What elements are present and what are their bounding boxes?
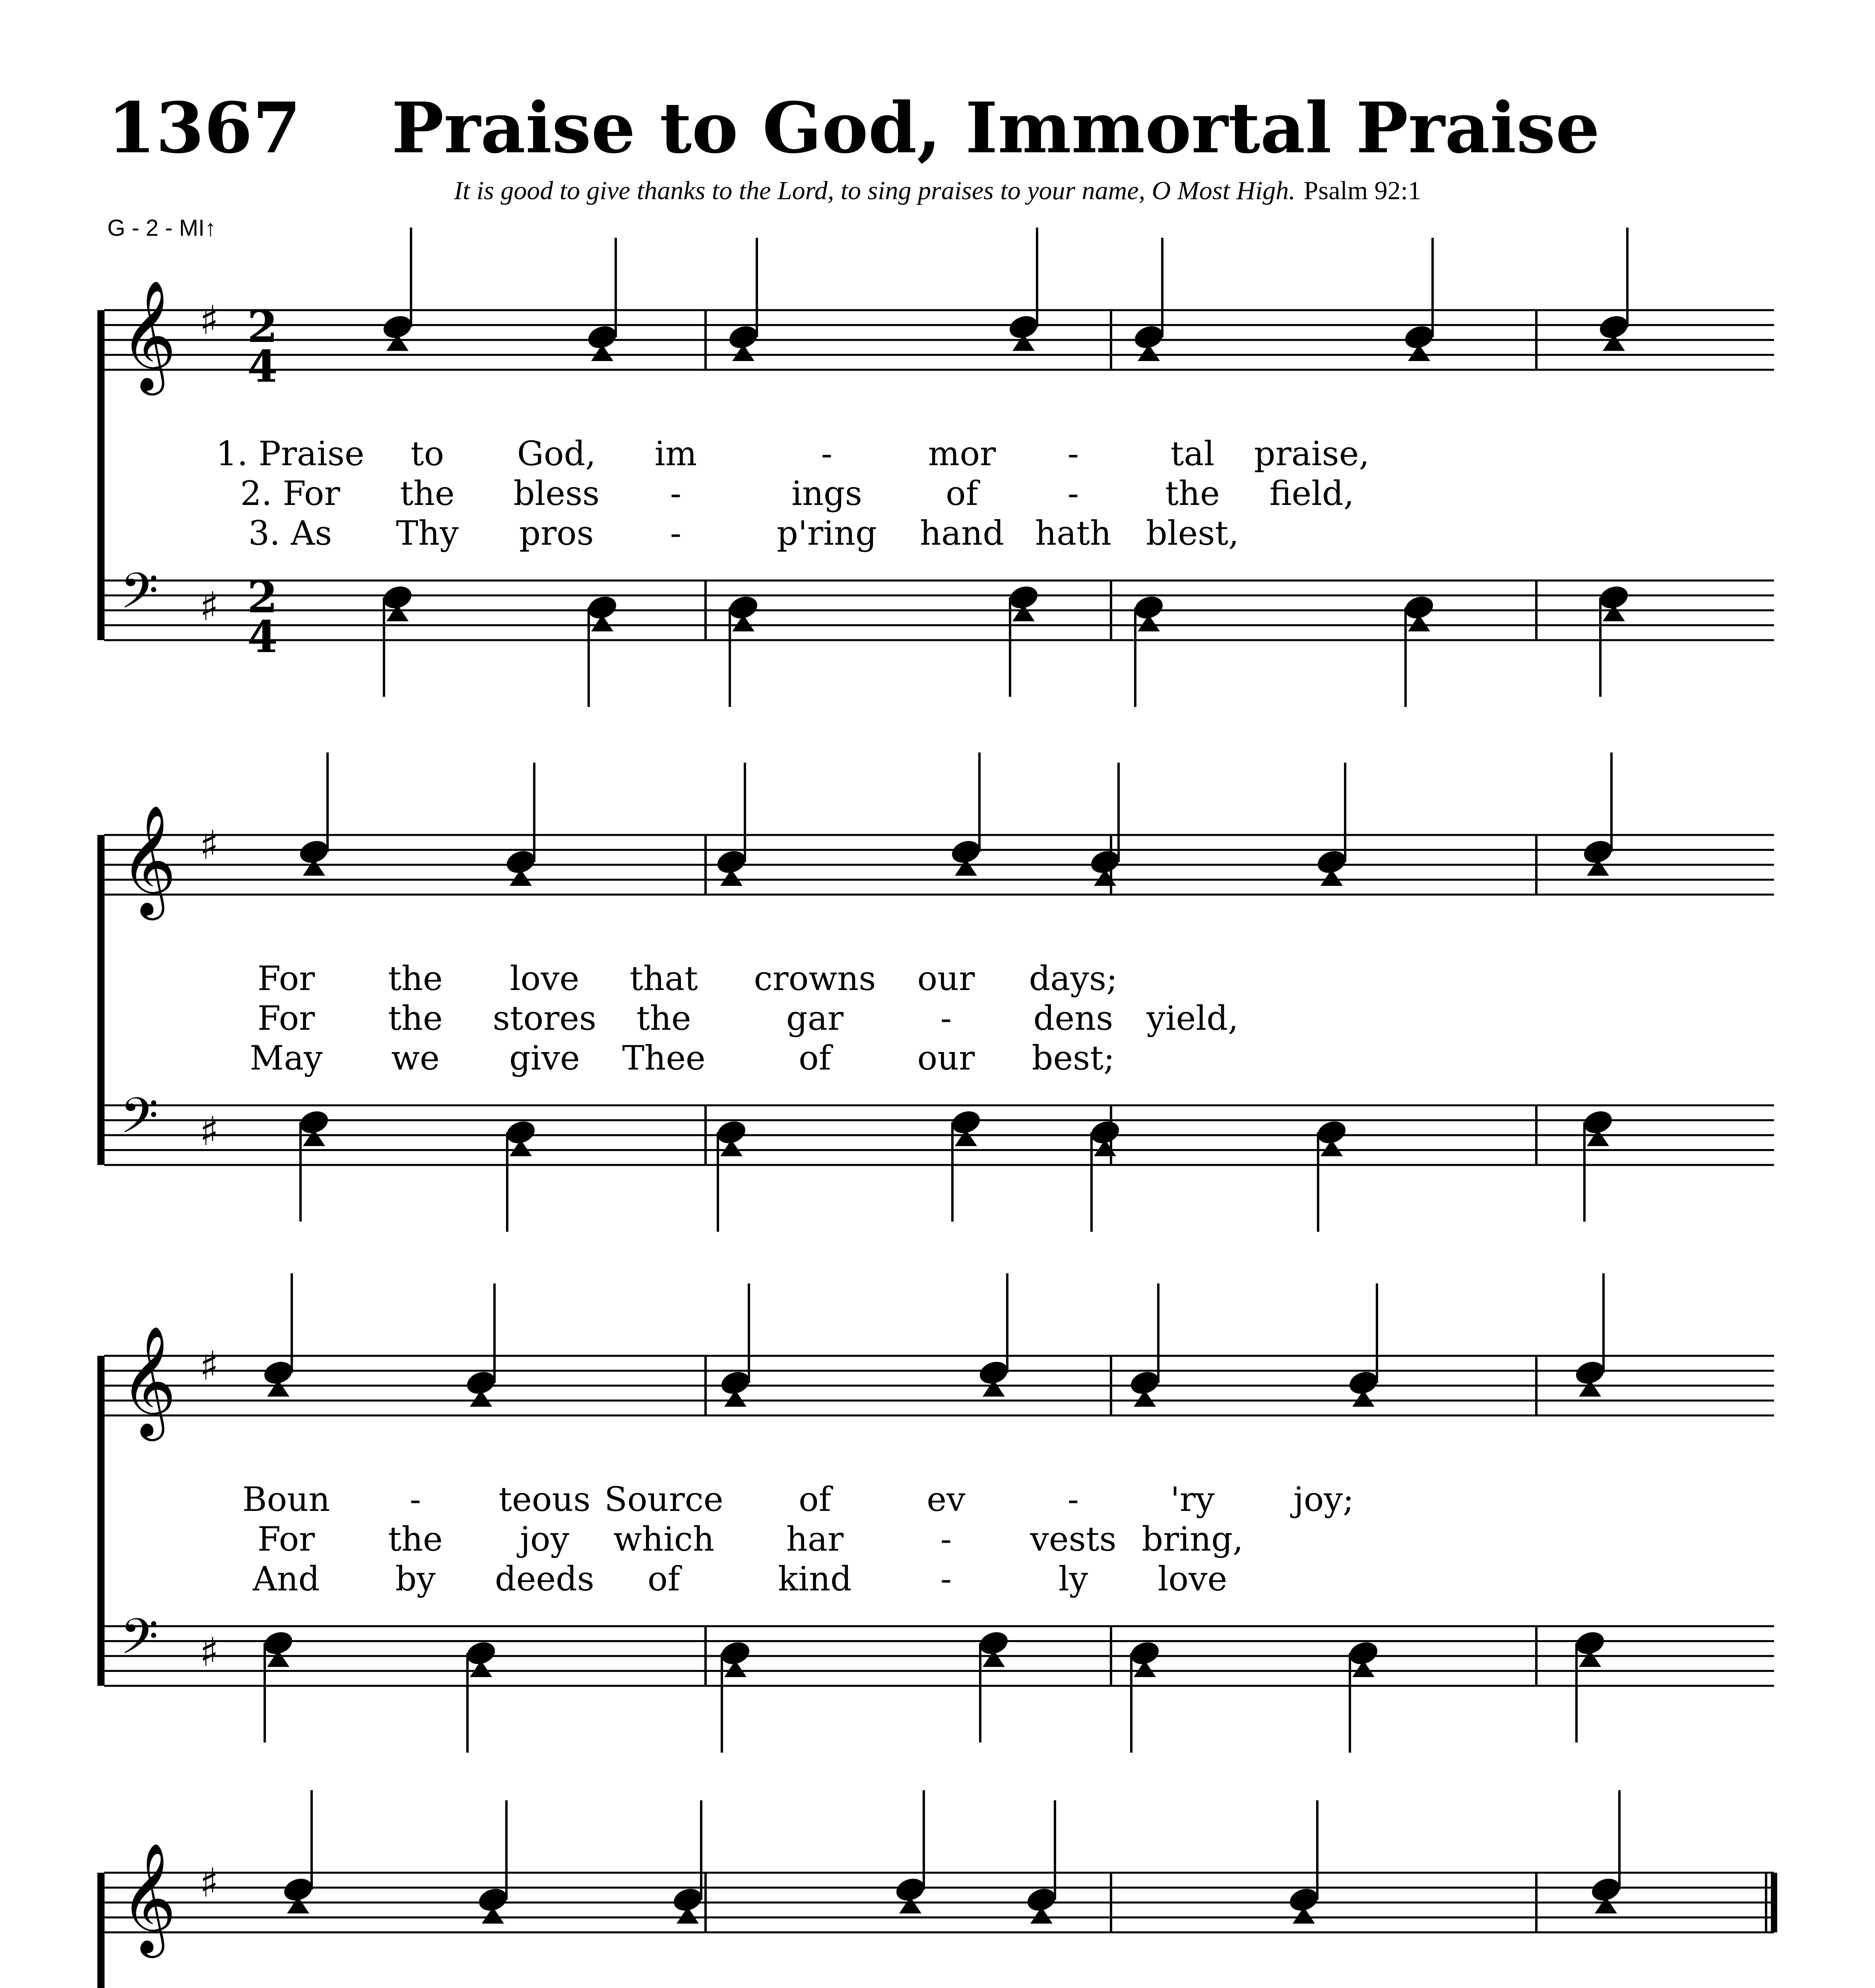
note-head: [1597, 583, 1631, 612]
scripture-quote: It is good to give thanks to the Lord, to sing praises to your name, O Most High.: [454, 176, 1295, 205]
note-head: [261, 1629, 295, 1658]
treble-clef-icon: 𝄞: [120, 1325, 176, 1436]
lyric-syllable: -: [670, 474, 682, 513]
note-head: [714, 1118, 748, 1147]
lyric-syllable: field,: [1269, 474, 1354, 513]
lyric-syllable: joy: [520, 1520, 570, 1559]
note-head: [380, 313, 414, 342]
time-signature-top: 2: [247, 571, 278, 623]
key-signature-sharp-icon: ♯: [200, 1108, 219, 1155]
treble-clef-icon: 𝄞: [120, 1842, 176, 1953]
note-head: [1006, 583, 1040, 612]
lyric-syllable: the: [388, 999, 443, 1038]
key-signature-sharp-icon: ♯: [200, 297, 219, 344]
note-head: [949, 837, 983, 866]
lyric-syllable: hath: [1035, 514, 1112, 553]
lyric-syllable: pros: [519, 514, 594, 553]
note-head: [1287, 1885, 1320, 1914]
note-head: [504, 847, 537, 876]
lyric-syllable: ly: [1058, 1559, 1088, 1598]
key-signature-sharp-icon: ♯: [200, 583, 219, 630]
lyric-syllable: 2. For: [240, 474, 340, 513]
lyric-syllable: we: [391, 1039, 440, 1077]
note-head: [718, 1368, 752, 1397]
lyric-syllable: vests: [1030, 1520, 1117, 1559]
lyric-syllable: dens: [1033, 999, 1113, 1038]
treble-clef-icon: 𝄞: [120, 804, 176, 915]
lyric-syllable: God,: [517, 434, 596, 473]
note-head: [1402, 322, 1436, 351]
note-head: [1088, 1118, 1122, 1147]
note-head: [726, 593, 760, 622]
lyric-syllable: bless: [513, 474, 600, 513]
lyric-syllable: -: [940, 1520, 952, 1559]
lyric-syllable: give: [509, 1039, 580, 1077]
lyric-syllable: the: [388, 1520, 443, 1559]
note-head: [1573, 1629, 1607, 1658]
lyric-syllable: yield,: [1146, 999, 1239, 1038]
bass-clef-icon: 𝄢: [120, 1087, 159, 1157]
lyric-syllable: bring,: [1142, 1520, 1243, 1559]
hymn-title: Praise to God, Immortal Praise: [392, 87, 1600, 169]
note-head: [977, 1629, 1010, 1658]
lyric-syllable: the: [636, 999, 691, 1038]
treble-clef-icon: 𝄞: [120, 279, 176, 390]
lyric-syllable: teous: [498, 1480, 591, 1519]
time-signature-top: 2: [247, 301, 278, 352]
lyric-syllable: deeds: [494, 1559, 595, 1598]
lyric-syllable: p'ring: [777, 514, 877, 553]
note-head: [1346, 1639, 1380, 1668]
lyric-syllable: -: [821, 434, 833, 473]
note-head: [1128, 1639, 1161, 1668]
lyric-syllable: days;: [1029, 959, 1118, 998]
lyric-syllable: hand: [919, 514, 1004, 553]
lyric-syllable: And: [252, 1559, 320, 1598]
lyric-syllable: to: [410, 434, 444, 473]
note-head: [504, 1118, 537, 1147]
lyric-syllable: by: [395, 1559, 436, 1598]
lyric-syllable: Source: [604, 1480, 723, 1519]
key-indicator: G - 2 - MI↑: [107, 215, 216, 241]
note-head: [1128, 1368, 1161, 1397]
note-head: [281, 1875, 315, 1904]
lyric-syllable: the: [388, 959, 443, 998]
lyric-syllable: which: [613, 1520, 715, 1559]
note-head: [1573, 1358, 1607, 1387]
lyric-syllable: Thy: [396, 514, 459, 553]
note-head: [1132, 593, 1165, 622]
lyric-syllable: For: [257, 959, 315, 998]
lyric-syllable: of: [648, 1559, 680, 1598]
note-head: [1132, 322, 1165, 351]
note-head: [1024, 1885, 1058, 1914]
scripture-reference: Psalm 92:1: [1303, 176, 1421, 205]
note-head: [977, 1358, 1010, 1387]
lyric-syllable: May: [250, 1039, 323, 1077]
lyric-syllable: For: [257, 999, 315, 1038]
note-head: [949, 1108, 983, 1137]
lyric-syllable: -: [1067, 474, 1079, 513]
note-head: [476, 1885, 510, 1914]
note-head: [718, 1639, 752, 1668]
lyric-syllable: ings: [791, 474, 862, 513]
lyric-syllable: Boun: [242, 1480, 330, 1519]
note-head: [726, 322, 760, 351]
lyric-syllable: -: [1067, 434, 1079, 473]
key-signature-sharp-icon: ♯: [200, 1629, 219, 1675]
note-head: [671, 1885, 704, 1914]
time-signature-bottom: 4: [247, 341, 278, 392]
lyric-syllable: im: [654, 434, 697, 473]
lyric-syllable: -: [1067, 1480, 1079, 1519]
note-head: [1315, 847, 1348, 876]
lyric-syllable: mor: [928, 434, 996, 473]
note-head: [1315, 1118, 1348, 1147]
note-head: [261, 1358, 295, 1387]
note-head: [297, 837, 331, 866]
key-signature-sharp-icon: ♯: [200, 1860, 219, 1906]
lyric-syllable: -: [940, 1559, 952, 1598]
lyric-syllable: For: [257, 1520, 315, 1559]
lyric-syllable: gar: [786, 999, 844, 1038]
lyric-syllable: of: [799, 1480, 831, 1519]
lyric-syllable: joy;: [1293, 1480, 1354, 1519]
lyric-syllable: love: [510, 959, 580, 998]
lyric-syllable: love: [1158, 1559, 1227, 1598]
lyric-syllable: our: [917, 1039, 975, 1077]
lyric-syllable: kind: [778, 1559, 852, 1598]
bass-clef-icon: 𝄢: [120, 1608, 159, 1677]
note-head: [1402, 593, 1436, 622]
lyric-syllable: the: [1165, 474, 1220, 513]
lyric-syllable: -: [940, 999, 952, 1038]
note-head: [1597, 313, 1631, 342]
lyric-syllable: our: [917, 959, 975, 998]
note-head: [1006, 313, 1040, 342]
note-head: [585, 593, 619, 622]
lyric-syllable: praise,: [1254, 434, 1370, 473]
note-head: [1589, 1875, 1623, 1904]
lyric-syllable: 3. As: [248, 514, 332, 553]
lyric-syllable: Thee: [622, 1039, 706, 1077]
lyric-syllable: that: [630, 959, 698, 998]
lyric-syllable: -: [409, 1480, 421, 1519]
note-head: [1581, 1108, 1615, 1137]
note-head: [464, 1368, 498, 1397]
lyric-syllable: 1. Praise: [216, 434, 365, 473]
lyric-syllable: ev: [927, 1480, 966, 1519]
lyric-syllable: tal: [1170, 434, 1215, 473]
key-signature-sharp-icon: ♯: [200, 1343, 219, 1389]
hymn-number: 1367: [107, 87, 301, 169]
note-head: [585, 322, 619, 351]
lyric-syllable: best;: [1032, 1039, 1115, 1077]
note-head: [714, 847, 748, 876]
note-head: [1581, 837, 1615, 866]
lyric-syllable: stores: [493, 999, 597, 1038]
note-head: [464, 1639, 498, 1668]
note-head: [1346, 1368, 1380, 1397]
lyric-syllable: 'ry: [1170, 1480, 1215, 1519]
lyric-syllable: -: [670, 514, 682, 553]
lyric-syllable: of: [946, 474, 978, 513]
note-head: [297, 1108, 331, 1137]
bass-clef-icon: 𝄢: [120, 563, 159, 632]
lyric-syllable: the: [400, 474, 455, 513]
note-head: [893, 1875, 927, 1904]
lyric-syllable: har: [786, 1520, 844, 1559]
lyric-syllable: blest,: [1146, 514, 1239, 553]
time-signature-bottom: 4: [247, 611, 278, 662]
lyric-syllable: crowns: [754, 959, 876, 998]
lyric-syllable: of: [799, 1039, 831, 1077]
key-signature-sharp-icon: ♯: [200, 822, 219, 868]
note-head: [380, 583, 414, 612]
note-head: [1088, 847, 1122, 876]
